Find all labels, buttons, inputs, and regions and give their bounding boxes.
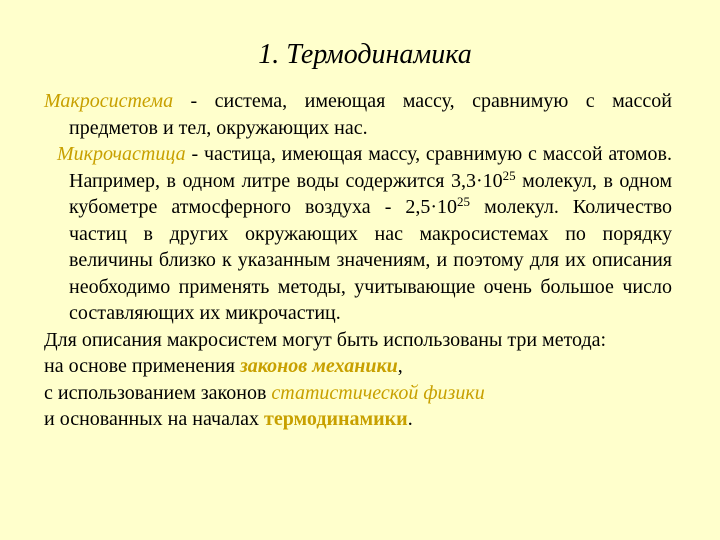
method-statistical-highlight: статистической физики [271,381,485,404]
slide-body [44,88,672,433]
method-thermodynamics-suffix: . [407,408,413,430]
exponent-water: 25 [502,167,516,183]
method-thermodynamics-highlight: термодинамики [264,408,408,430]
macrosystem-definition: - система, имеющая массу, сравнимую с массой предметов и тел, окружающих нас. [69,90,672,139]
paragraph-macrosystem [44,88,672,141]
term-macrosystem: Макросистема [44,90,174,112]
microparticle-text-c: молекул. Количество частиц в других окружающих нас макросистемах по порядку величины близко к указанным значениям, и поэтому для их описания необходимо применять методы, учитывающие очень большое число составляющих их микрочастиц. [69,196,673,324]
method-mechanics-highlight: законов механики [240,355,398,377]
term-microparticle: Микрочастица [57,143,186,165]
method-statistical [44,380,672,407]
method-thermodynamics [44,406,672,433]
method-mechanics [44,353,672,380]
microparticle-text-b: молекул, в одном кубометре атмосферного воздуха - 2,5·10 [69,169,672,218]
slide-title: 1. Термодинамика [258,39,472,70]
paragraph-methods-intro: Для описания макросистем могут быть использованы три метода: [44,328,607,351]
exponent-air: 25 [457,194,471,209]
microparticle-text-a: - частица, имеющая массу, сравнимую с массой атомов. Например, в одном литре воды содержится 3,3·10 [69,143,672,192]
method-statistical-prefix: с использованием законов [44,381,272,404]
method-thermodynamics-prefix: и основанных на началах [44,408,265,430]
method-mechanics-suffix: , [397,355,403,377]
method-mechanics-prefix: на основе применения [44,355,240,377]
paragraph-microparticle [44,141,672,327]
